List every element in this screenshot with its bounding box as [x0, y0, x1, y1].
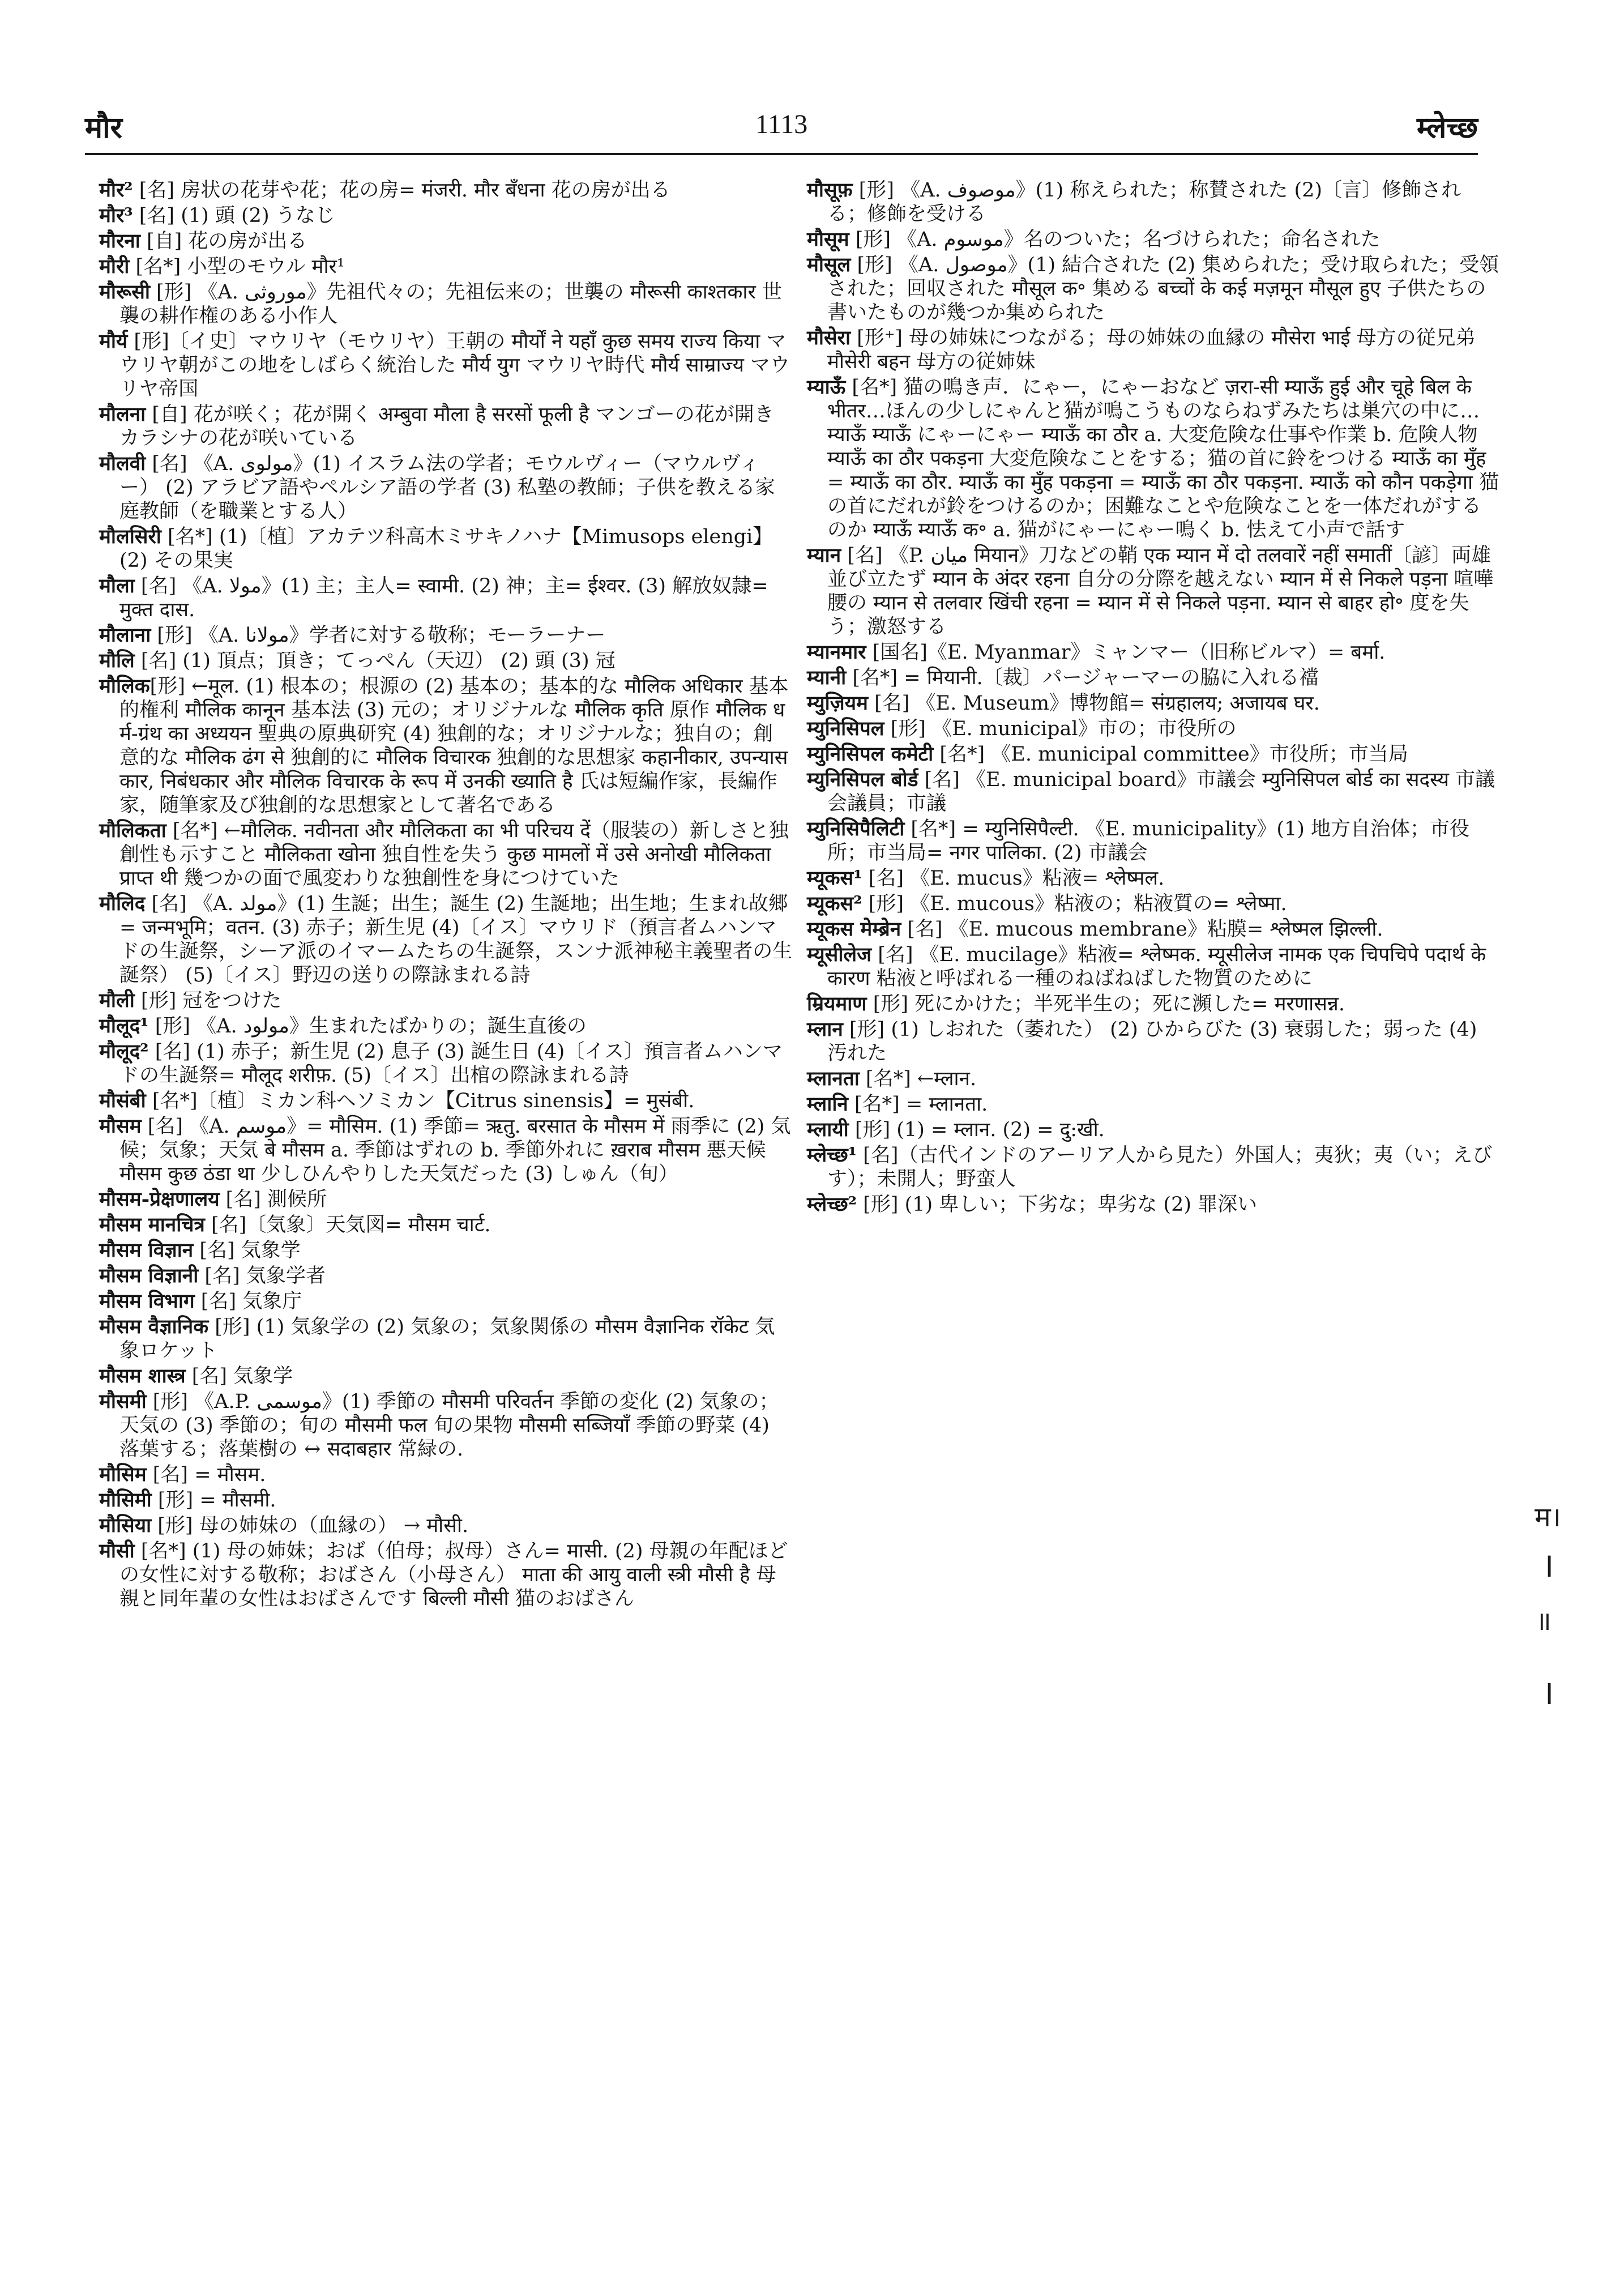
definition: [名*] (1) 母の姉妹；おば（伯母；叔母）さん= मासी. (2) 母親の年配ほどの女性に対する敬称；おばさん（小母さん） माता की आयु वाली स्त्री मौसी है 母親と同年輩の女性はおばさんです बिल्ली मौसी 猫のおばさん	[119, 1540, 788, 1610]
headword: म्युज़ियम	[807, 692, 868, 715]
definition: [名*] = म्युनिसिपैल्टी. 《E. municipality》(1) 地方自治体；市役所；市当局= नगर पालिका. (2) 市議会	[827, 818, 1470, 864]
dictionary-entry	[99, 452, 793, 523]
definition: [名] 《A. مولد》(1) 生誕；出生；誕生 (2) 生誕地；出生地；生まれ故郷= जन्मभूमि；वतन. (3) 赤子；新生児 (4)〔イス〕マウリド（預言者ムハンマドの生誕祭，シーア派のイマームたちの生誕祭，スンナ派神秘主義聖者の生誕祭） (5)〔イス〕野辺の送りの際詠まれる詩	[119, 893, 793, 987]
dictionary-entry	[807, 666, 1501, 690]
dictionary-entry	[99, 1213, 793, 1237]
dictionary-entry	[807, 641, 1501, 664]
definition: [名*] 猫の鳴き声．にゃー，にゃーおなど ज़रा-सी म्याऊँ हुई और चूहे बिल के भीतर…ほんの少しにゃんと猫が鳴こうものならねずみたちは巣穴の中に… म्याऊँ म्याऊँ にゃーにゃー म्याऊँ का ठौर a. 大変危険な仕事や作業 b. 危険人物 म्याऊँ का ठौर पकड़ना 大変危険なことをする；猫の首に鈴をつける म्याऊँ का मुँह = म्याऊँ का ठौर. म्याऊँ का मुँह पकड़ना = म्याऊँ का ठौर पकड़ना. म्याऊँ को कौन पकड़ेगा 猫の首にだれが鈴をつけるのか；困難なことや危険なことを一体だれがするのか म्याऊँ म्याऊँ क॰ a. 猫がにゃーにゃー鳴く b. 怯えて小声で話す	[827, 376, 1499, 541]
definition: [名*] = म्लानता.	[848, 1093, 988, 1116]
dictionary-entry	[99, 403, 793, 450]
headword: मौलवी	[99, 452, 146, 475]
definition: [名] 《A. مولا》(1) 主；主人= स्वामी. (2) 神；主= ईश्वर. (3) 解放奴隷= मुक्त दास.	[119, 575, 768, 621]
headword: मौसूफ़	[807, 178, 853, 202]
definition: [形] (1) 卑しい；下劣な；卑劣な (2) 罪深い	[857, 1193, 1258, 1216]
definition: [名] 《P. میان मियान》刀などの鞘 एक म्यान में दो तलवारें नहीं समातीं〔諺〕両雄並び立たず म्यान के अंदर रहना 自分の分際を越えない म्यान में से निकले पड़ना 喧嘩腰の म्यान से तलवार खिंची रहना = म्यान में से निकले पड़ना. म्यान से बाहर हो॰ 度を失う；激怒する	[827, 544, 1494, 638]
headword: मौली	[99, 989, 135, 1012]
dictionary-entry	[807, 1118, 1501, 1142]
headword: म्लानता	[807, 1067, 860, 1090]
margin-mark: ।	[1541, 1673, 1554, 1713]
headword: मौसंबी	[99, 1089, 146, 1112]
headword: मौर्य	[99, 330, 128, 353]
headword: मौला	[99, 574, 135, 597]
headword: म्युनिसिपैलिटी	[807, 817, 905, 840]
definition: [形] 《A. موروثی》先祖代々の；先祖伝来の；世襲の मौरूसी काश्तकार 世襲の耕作権のある小作人	[119, 281, 782, 327]
headword: मौसम विभाग	[99, 1290, 195, 1313]
definition: [形] = मौसमी.	[151, 1489, 276, 1512]
dictionary-entry	[99, 892, 793, 987]
definition: [名*] ←मौलिक. नवीनता और मौलिकता का भी परिचय दें（服装の）新しさと独創性も示すこと मौलिकता खोना 独自性を失う कुछ मामलों में उसे अनोखी मौलिकता प्राप्त थी 幾つかの面で風変わりな独創性を身につけていた	[119, 820, 789, 890]
dictionary-entry	[99, 1014, 793, 1038]
dictionary-entry	[807, 768, 1501, 816]
margin-mark: ॥	[1536, 1606, 1552, 1636]
headword: मौरूसी	[99, 280, 150, 304]
definition: [名] 《A. مولوی》(1) イスラム法の学者；モウルヴィー（マウルヴィー） (2) アラビア語やペルシア語の学者 (3) 私塾の教師；子供を教える家庭教師（を職業とする人）	[119, 453, 775, 523]
definition: [形] 死にかけた；半死半生の；死に瀕した= मरणासन्न.	[866, 993, 1345, 1015]
dictionary-entry	[807, 326, 1501, 374]
margin-mark: ।	[1541, 1546, 1554, 1585]
header-rule	[85, 153, 1478, 155]
definition: [名]（古代インドのアーリア人から見た）外国人；夷狄；夷（い；えびす）；未開人；野蛮人	[827, 1144, 1493, 1190]
headword: मौसूल	[807, 253, 851, 276]
headword: मौसिया	[99, 1514, 152, 1537]
definition: [形] (1) = म्लान. (2) = दु:खी.	[848, 1119, 1105, 1141]
definition: [名] 《E. Museum》博物館= संग्रहालय; अजायब घर.	[867, 692, 1320, 715]
definition: [名*] = मियानी.〔裁〕パージャーマーの脇に入れる襠	[846, 667, 1319, 689]
headword: म्लेच्छ²	[807, 1193, 857, 1216]
definition: [形] ←मूल. (1) 根本の；根源の (2) 基本の；基本的な मौलिक अधिकार 基本的権利 मौलिक कानून 基本法 (3) 元の；オリジナルな मौलिक कृति 原作 मौलिक धर्म-ग्रंथ का अध्ययन 聖典の原典研究 (4) 独創的な；オリジナルな；独自の；創意的な मौलिक ढंग से 独創的に मौलिक विचारक 独創的な思想家 कहानीकार, उपन्यासकार, निबंधकार और मौलिक विचारक के रूप में उनकी ख्याति है 氏は短編作家，長編作家，随筆家及び独創的な思想家として著名である	[119, 675, 789, 817]
headword: म्यान	[807, 544, 841, 567]
definition: [名] (1) 頂点；頂き；てっぺん（天辺） (2) 頭 (3) 冠	[134, 650, 616, 672]
dictionary-entry	[99, 178, 793, 202]
headword: मौर²	[99, 178, 133, 202]
definition: [自] 花が咲く；花が開く अम्बुवा मौला है सरसों फूली है マンゴーの花が開きカラシナの花が咲いている	[119, 403, 774, 450]
headword: मौसिमी	[99, 1488, 152, 1512]
dictionary-entry	[807, 1092, 1501, 1116]
definition: [名] 《A. موسم》= मौसिम. (1) 季節= ऋतु. बरसात के मौसम में 雨季に (2) 気候；気象；天気 बे मौसम a. 季節はずれの b. 季節外れに ख़राब मौसम 悪天候 मौसम कुछ ठंडा था 少しひんやりした天気だった (3) しゅん（旬）	[119, 1115, 791, 1185]
dictionary-entry	[807, 692, 1501, 715]
dictionary-entry	[99, 1364, 793, 1388]
headword: म्यूसीलेज	[807, 943, 872, 966]
dictionary-entry	[99, 1239, 793, 1262]
dictionary-entry	[807, 178, 1501, 226]
definition: [名] 《E. mucilage》粘液= श्लेष्मक. म्यूसीलेज नामक एक चिपचिपे पदार्थ के कारण 粘液と呼ばれる一種のねばねばした物質のために	[827, 944, 1486, 990]
definition: [名] 《E. mucous membrane》粘膜= श्लेष्मल झिल्ली.	[901, 918, 1383, 941]
definition: [名] 気象庁	[194, 1290, 302, 1313]
definition: [国名]《E. Myanmar》ミャンマー（旧称ビルマ）= बर्मा.	[866, 641, 1386, 664]
page-header	[85, 106, 1478, 146]
headword: मौलना	[99, 403, 146, 426]
headword: म्रियमाण	[807, 992, 867, 1015]
dictionary-entry	[807, 892, 1501, 916]
dictionary-entry	[99, 229, 793, 253]
headword: म्लान	[807, 1018, 843, 1041]
definition: [名] 気象学者	[198, 1265, 326, 1287]
page-number: 1113	[755, 109, 808, 139]
dictionary-entry	[807, 375, 1501, 542]
definition: [形] 《A. موسوم》名のついた；名づけられた；命名された	[849, 228, 1381, 251]
guide-word-right: म्लेच्छ	[1416, 110, 1478, 145]
headword: मौसिम	[99, 1463, 147, 1486]
dictionary-entry	[807, 1067, 1501, 1091]
headword: म्युनिसिपल बोर्ड	[807, 768, 918, 791]
dictionary-entry	[99, 1188, 793, 1211]
definition: [形] 《A. موصوف》(1) 称えられた；称賛された (2)〔言〕修飾される；修飾を受ける	[827, 179, 1461, 225]
dictionary-entry	[807, 253, 1501, 325]
dictionary-entry	[99, 1089, 793, 1113]
definition: [形] 《A.P. موسمی》(1) 季節の मौसमी परिवर्तन 季節の変化 (2) 気象の；天気の (3) 季節の；旬の मौसमी फल 旬の果物 मौसमी सब्जियाँ 季節の野菜 (4) 落葉する；落葉樹の ↔ सदाबहार 常緑の.	[119, 1390, 779, 1461]
definition: [形] 母の姉妹の（血縁の） → मौसी.	[151, 1514, 469, 1537]
headword: मौसम वैज्ञानिक	[99, 1315, 209, 1338]
definition: [名*] 《E. municipal committee》市役所；市当局	[933, 743, 1408, 766]
margin-mark: म।	[1535, 1501, 1561, 1533]
dictionary-entry	[807, 1193, 1501, 1217]
dictionary-entry	[807, 717, 1501, 741]
headword: मौलाना	[99, 624, 151, 647]
guide-word-left: मौर	[85, 110, 122, 145]
headword: मौसम	[99, 1115, 142, 1138]
definition: [名*] ←म्लान.	[859, 1068, 977, 1090]
left-column	[99, 178, 793, 1612]
definition: [名] (1) 頭 (2) うなじ	[133, 204, 335, 227]
definition: [形] 《A. موصول》(1) 結合された (2) 集められた；受け取られた；受領された；回収された मौसूल क॰ 集める बच्चों के कई मज़मून मौसूल हुए 子供たちの書いたものが幾つか集められた	[827, 254, 1499, 324]
headword: म्यूकस²	[807, 892, 862, 915]
headword: मौलिद	[99, 892, 146, 915]
headword: मौसम मानचित्र	[99, 1213, 205, 1236]
dictionary-entry	[99, 1115, 793, 1186]
headword: मौसेरा	[807, 326, 851, 349]
headword: म्याऊँ	[807, 375, 846, 399]
dictionary-entry	[807, 817, 1501, 865]
definition: [名*] 小型のモウル मौर¹	[129, 255, 345, 278]
dictionary-entry	[807, 1143, 1501, 1191]
definition: [名] (1) 赤子；新生児 (2) 息子 (3) 誕生日 (4)〔イス〕預言者ムハンマドの生誕祭= मौलूद शरीफ़. (5)〔イス〕出棺の際詠まれる詩	[119, 1040, 783, 1087]
headword: म्लेच्छ¹	[807, 1143, 857, 1167]
dictionary-entry	[99, 819, 793, 890]
dictionary-entry	[99, 280, 793, 328]
headword: मौसम विज्ञान	[99, 1239, 194, 1262]
definition: [名]〔気象〕天気図= मौसम चार्ट.	[204, 1214, 491, 1236]
dictionary-entry	[99, 1390, 793, 1461]
dictionary-entry	[99, 525, 793, 573]
headword: मौलूद¹	[99, 1014, 149, 1038]
headword: मौरी	[99, 255, 130, 278]
dictionary-entry	[99, 1315, 793, 1363]
definition: [名*] (1)〔植〕アカテツ科高木ミサキノハナ【Mimusops elengi】 (2) その果実	[119, 526, 773, 572]
headword: म्यूकस¹	[807, 867, 862, 890]
dictionary-entry	[99, 255, 793, 279]
dictionary-entry	[807, 992, 1501, 1016]
headword: म्यूकस मेम्ब्रेन	[807, 917, 901, 941]
dictionary-entry	[99, 649, 793, 673]
dictionary-entry	[807, 917, 1501, 941]
headword: मौलिकता	[99, 819, 166, 842]
definition: [名] 気象学	[193, 1239, 301, 1262]
definition: [名] = मौसम.	[146, 1463, 266, 1486]
dictionary-entry	[99, 1539, 793, 1611]
definition: [形] 冠をつけた	[134, 989, 282, 1012]
headword: मौर³	[99, 204, 133, 227]
definition: [形] 《A. مولود》生まれたばかりの；誕生直後の	[148, 1015, 587, 1038]
dictionary-entry	[807, 228, 1501, 251]
dictionary-entry	[99, 624, 793, 647]
dictionary-entry	[99, 1290, 793, 1313]
definition: [名*]〔植〕ミカン科ヘソミカン【Citrus sinensis】= मुसंबी.	[146, 1090, 695, 1112]
right-column	[807, 178, 1501, 1218]
definition: [形]〔イ史〕マウリヤ（モウリヤ）王朝の मौर्यों ने यहाँ कुछ समय राज्य किया マウリヤ朝がこの地をしばらく統治した मौर्य युग マウリヤ時代 मौर्य साम्राज्य マウリヤ帝国	[119, 330, 790, 400]
dictionary-entry	[99, 675, 793, 817]
headword: मौसम शास्त्र	[99, 1364, 186, 1388]
definition: [名] 《E. municipal board》市議会 म्युनिसिपल बोर्ड का सदस्य 市議会議員；市議	[827, 769, 1495, 815]
definition: [形] 《A. مولانا》学者に対する敬称；モーラーナー	[151, 624, 606, 647]
dictionary-entry	[807, 943, 1501, 991]
dictionary-entry	[99, 330, 793, 401]
headword: म्यानी	[807, 666, 847, 689]
headword: मौरना	[99, 229, 140, 253]
dictionary-entry	[807, 742, 1501, 766]
dictionary-entry	[807, 867, 1501, 890]
dictionary-entry	[99, 1514, 793, 1538]
headword: मौलूद²	[99, 1040, 149, 1063]
definition: [形] (1) 気象学の (2) 気象の；気象関係の मौसम वैज्ञानिक रॉकेट 気象ロケット	[119, 1316, 775, 1362]
dictionary-entry	[99, 989, 793, 1013]
headword: म्लानि	[807, 1092, 848, 1116]
headword: म्यानमार	[807, 641, 866, 664]
headword: मौसी	[99, 1539, 135, 1563]
definition: [名] 測候所	[219, 1188, 327, 1211]
headword: मौलिक	[99, 675, 150, 698]
headword: मौसमी	[99, 1390, 147, 1413]
definition: [名] 気象学	[185, 1365, 293, 1388]
headword: म्युनिसिपल	[807, 717, 884, 740]
definition: [名] 《E. mucus》粘液= श्लेष्मल.	[862, 867, 1165, 890]
dictionary-entry	[99, 574, 793, 622]
definition: [自] 花の房が出る	[140, 230, 307, 253]
headword: मौसूम	[807, 228, 849, 251]
dictionary-entry	[99, 1264, 793, 1288]
dictionary-entry	[99, 1488, 793, 1512]
headword: मौसम-प्रेक्षणालय	[99, 1188, 220, 1211]
dictionary-entry	[99, 204, 793, 228]
dictionary-entry	[807, 1018, 1501, 1065]
definition: [形] 《E. municipal》市の；市役所の	[884, 718, 1237, 740]
definition: [名] 房状の花芽や花；花の房= मंजरी. मौर बँधना 花の房が出る	[133, 179, 670, 202]
dictionary-entry	[99, 1463, 793, 1487]
dictionary-entry	[807, 544, 1501, 639]
headword: मौलसिरी	[99, 525, 161, 548]
definition: [形] 《E. mucous》粘液の；粘液質の= श्लेष्मा.	[862, 893, 1287, 915]
definition: [形] (1) しおれた（萎れた） (2) ひからびた (3) 衰弱した；弱った (4) 汚れた	[827, 1018, 1477, 1065]
headword: मौसम विज्ञानी	[99, 1264, 199, 1287]
headword: मौलि	[99, 649, 135, 672]
headword: म्लायी	[807, 1118, 849, 1141]
definition: [形⁺] 母の姉妹につながる；母の姉妹の血縁の मौसेरा भाई 母方の従兄弟 मौसेरी बहन 母方の従姉妹	[827, 327, 1476, 373]
dictionary-entry	[99, 1040, 793, 1087]
headword: म्युनिसिपल कमेटी	[807, 742, 934, 766]
